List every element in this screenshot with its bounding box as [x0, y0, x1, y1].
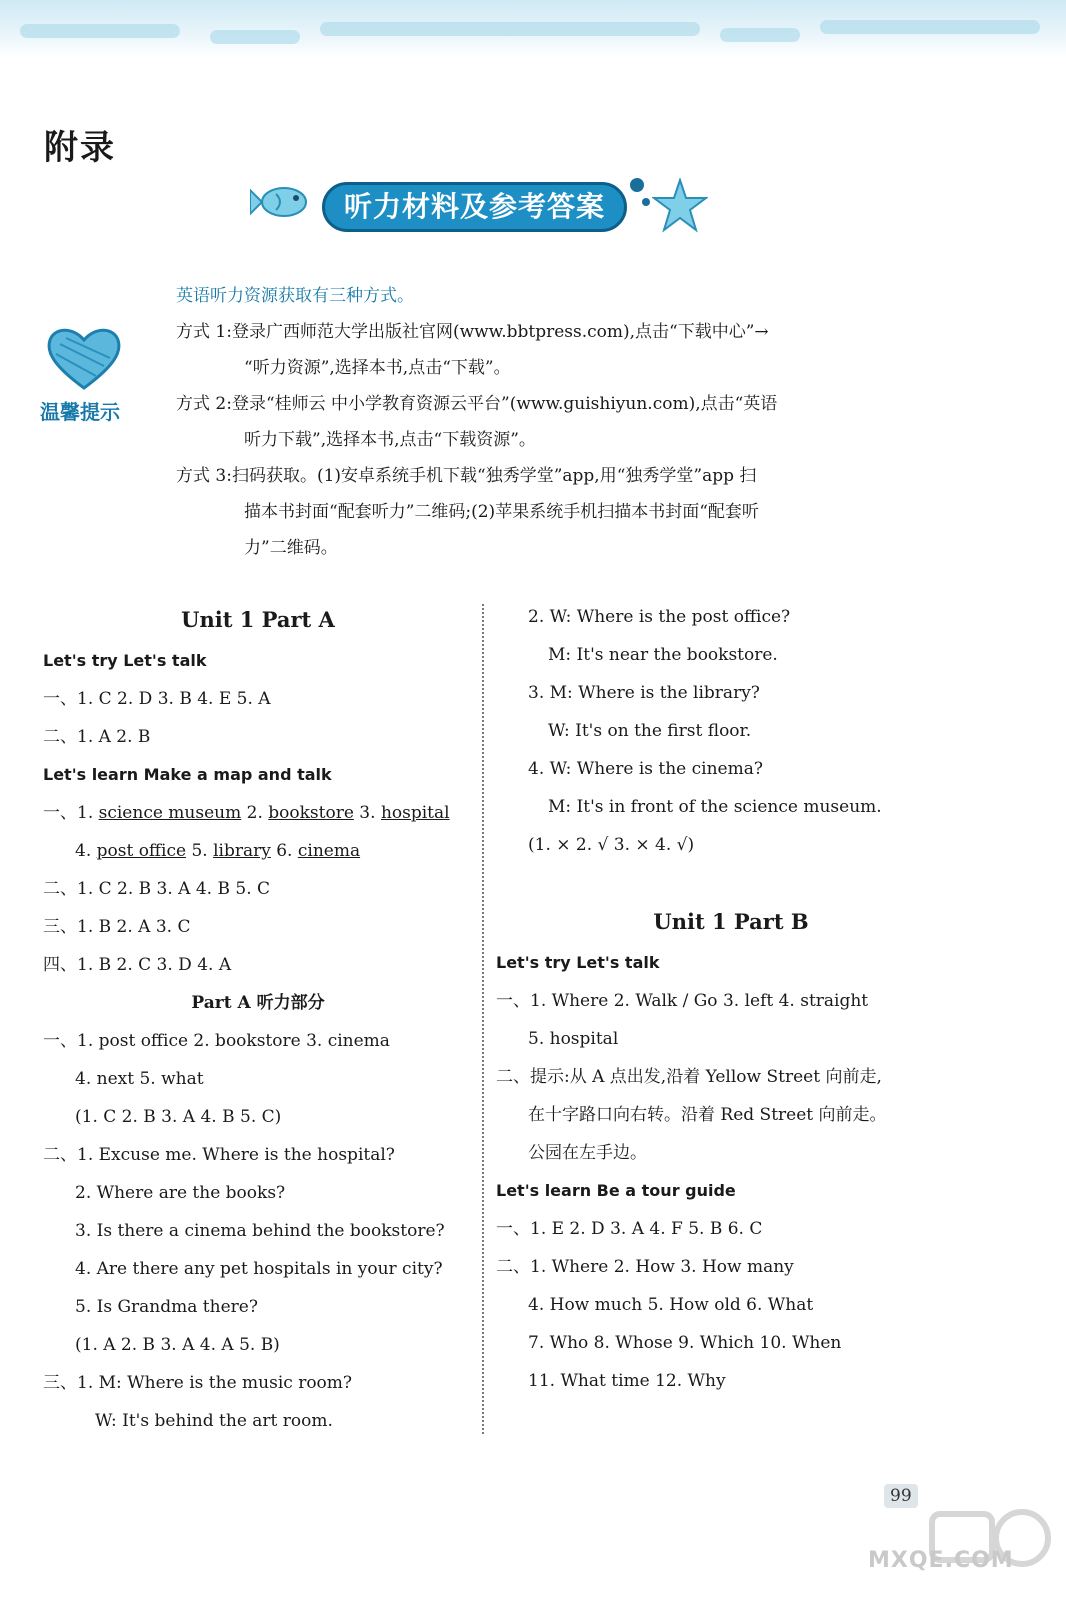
answer-line: 4. next 5. what	[75, 1069, 204, 1089]
answer-line: 4. post office 5. library 6. cinema	[75, 841, 361, 861]
section-heading: Let's try Let's talk	[43, 651, 207, 670]
starfish-icon	[652, 178, 708, 234]
answer-line: 三、1. M: Where is the music room?	[43, 1373, 353, 1393]
answer-line: 二、1. Excuse me. Where is the hospital?	[43, 1145, 395, 1165]
answer-line: 二、1. A 2. B	[43, 727, 151, 747]
answer-line: 二、1. Where 2. How 3. How many	[496, 1257, 794, 1277]
answer-line: 3. Is there a cinema behind the bookstore?	[75, 1221, 445, 1241]
page-number: 99	[884, 1484, 918, 1508]
answer-line: 4. W: Where is the cinema?	[528, 759, 763, 779]
method-3-line-1: 方式 3:扫码获取。(1)安卓系统手机下载“独秀学堂”app,用“独秀学堂”app 扫	[176, 466, 757, 486]
answer-line: (1. C 2. B 3. A 4. B 5. C)	[75, 1107, 282, 1127]
answer-line: M: It's in front of the science museum.	[548, 797, 882, 817]
method-1-line-1: 方式 1:登录广西师范大学出版社官网(www.bbtpress.com),点击“下载中心”→	[176, 322, 769, 342]
answer-line: 11. What time 12. Why	[528, 1371, 726, 1391]
bubble-decoration	[630, 178, 644, 192]
sub-heading: Part A 听力部分	[191, 993, 325, 1013]
unit-heading: Unit 1 Part B	[653, 909, 809, 934]
section-banner: 听力材料及参考答案	[322, 182, 627, 232]
column-divider	[482, 604, 484, 1434]
answer-line: M: It's near the bookstore.	[548, 645, 778, 665]
answer-line: W: It's behind the art room.	[95, 1411, 333, 1431]
notice-intro: 英语听力资源获取有三种方式。	[176, 286, 414, 306]
answer-line: 一、1. E 2. D 3. A 4. F 5. B 6. C	[496, 1219, 763, 1239]
answer-line: (1. A 2. B 3. A 4. A 5. B)	[75, 1335, 280, 1355]
method-2-line-1: 方式 2:登录“桂师云 中小学教育资源云平台”(www.guishiyun.com),点击“英语	[176, 394, 778, 414]
answer-line: 二、提示:从 A 点出发,沿着 Yellow Street 向前走,	[496, 1067, 882, 1087]
answer-line: W: It's on the first floor.	[548, 721, 752, 741]
answer-line: 一、1. Where 2. Walk / Go 3. left 4. straight	[496, 991, 869, 1011]
heart-icon	[44, 326, 124, 392]
answer-line: 4. How much 5. How old 6. What	[528, 1295, 814, 1315]
method-2-line-2: 听力下载”,选择本书,点击“下载资源”。	[244, 430, 536, 450]
answer-line: 在十字路口向右转。沿着 Red Street 向前走。	[528, 1105, 887, 1125]
method-3-line-3: 力”二维码。	[244, 538, 338, 558]
method-3-line-2: 描本书封面“配套听力”二维码;(2)苹果系统手机扫描本书封面“配套听	[244, 502, 759, 522]
section-heading: Let's learn Be a tour guide	[496, 1181, 736, 1200]
answer-line: 7. Who 8. Whose 9. Which 10. When	[528, 1333, 842, 1353]
watermark-text: MXQE.COM	[868, 1548, 1014, 1573]
answer-line: 二、1. C 2. B 3. A 4. B 5. C	[43, 879, 271, 899]
answer-line: (1. × 2. √ 3. × 4. √)	[528, 835, 695, 855]
notice-box	[176, 278, 886, 566]
section-heading: Let's learn Make a map and talk	[43, 765, 332, 784]
fish-icon	[250, 182, 316, 222]
answer-line: 一、1. C 2. D 3. B 4. E 5. A	[43, 689, 271, 709]
method-1-line-2: “听力资源”,选择本书,点击“下载”。	[244, 358, 511, 378]
answer-line: 公园在左手边。	[528, 1143, 647, 1163]
answer-line: 4. Are there any pet hospitals in your city?	[75, 1259, 443, 1279]
top-decoration	[0, 0, 1066, 58]
answer-line: 2. W: Where is the post office?	[528, 607, 791, 627]
answer-line: 一、1. science museum 2. bookstore 3. hospital	[43, 803, 450, 823]
unit-heading: Unit 1 Part A	[181, 607, 335, 632]
tip-label: 温馨提示	[40, 400, 120, 424]
left-column	[43, 600, 473, 1440]
bubble-decoration	[642, 198, 650, 206]
answer-line: 2. Where are the books?	[75, 1183, 286, 1203]
answer-line: 5. hospital	[528, 1029, 619, 1049]
answer-line: 3. M: Where is the library?	[528, 683, 760, 703]
answer-line: 5. Is Grandma there?	[75, 1297, 258, 1317]
answer-line: 四、1. B 2. C 3. D 4. A	[43, 955, 232, 975]
answer-line: 一、1. post office 2. bookstore 3. cinema	[43, 1031, 390, 1051]
section-heading: Let's try Let's talk	[496, 953, 660, 972]
answer-line: 三、1. B 2. A 3. C	[43, 917, 191, 937]
right-column	[496, 598, 966, 1400]
appendix-heading: 附录	[44, 128, 116, 168]
